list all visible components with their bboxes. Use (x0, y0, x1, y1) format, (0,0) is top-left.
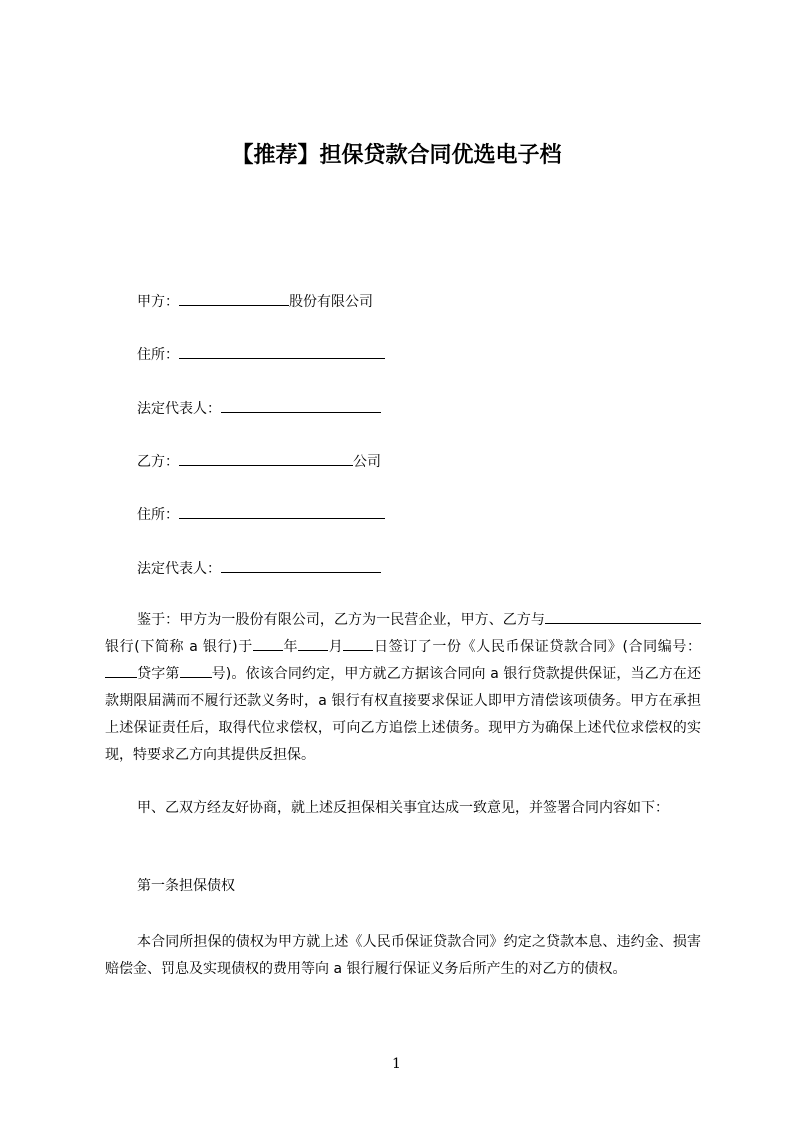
party-a-representative-field (137, 397, 381, 420)
month-label: 月 (328, 639, 344, 655)
day-blank (343, 635, 373, 651)
party-a-address-blank (179, 343, 385, 359)
party-b-rep-label: 法定代表人： (137, 561, 221, 577)
party-a-address-field (137, 343, 385, 366)
page-number: 1 (392, 1056, 401, 1072)
party-a-address-label: 住所： (137, 347, 179, 363)
party-b-suffix: 公司 (353, 454, 381, 470)
article-1-body: 本合同所担保的债权为甲方就上述《人民币保证贷款合同》约定之贷款本息、违约金、损害赔偿金、罚息及实现债权的费用等向 a 银行履行保证义务后所产生的对乙方的债权。 (105, 934, 701, 977)
bank-name-blank-1 (545, 608, 637, 624)
party-b-address-field (137, 503, 385, 526)
recital-paragraph (105, 607, 701, 769)
party-b-label: 乙方： (137, 454, 179, 470)
party-b-rep-blank (221, 557, 381, 573)
year-label: 年 (282, 639, 299, 655)
party-a-name-field (137, 290, 373, 313)
party-a-label: 甲方： (137, 294, 179, 310)
loan-number-blank (180, 662, 212, 678)
party-a-suffix: 股份有限公司 (289, 294, 373, 310)
party-b-address-blank (179, 503, 385, 519)
party-a-name-blank (179, 290, 289, 306)
party-b-representative-field (137, 557, 381, 580)
month-blank (298, 635, 328, 651)
recital-part3: 号)。依该合同约定，甲方就乙方据该合同向 a 银行贷款提供保证，当乙方在还款期限届满而不履行还款义务时，a 银行有权直接要求保证人即甲方清偿该项债务。甲方在承担上述保证责任后，取得代位求偿权，可向乙方追偿上述债务。现甲方为确保上述代位求偿权的实现，特要求乙方向其提供反担保。 (105, 666, 701, 763)
agreement-paragraph: 甲、乙双方经友好协商，就上述反担保相关事宜达成一致意见，并签署合同内容如下： (137, 800, 669, 816)
party-b-name-blank (179, 450, 353, 466)
loan-number-label: 贷字第 (137, 666, 180, 682)
article-1-heading: 第一条担保债权 (137, 878, 235, 894)
party-b-address-label: 住所： (137, 507, 179, 523)
recital-day: 日签订了一份《人民币保证贷款合同》(合同编号： (373, 639, 702, 655)
party-a-rep-blank (221, 397, 381, 413)
party-a-rep-label: 法定代表人： (137, 401, 221, 417)
recital-part2: 银行(下简称 a 银行)于 (105, 639, 253, 655)
party-b-name-field (137, 450, 381, 473)
bank-name-blank-2 (637, 608, 701, 624)
contract-prefix-blank (105, 662, 137, 678)
recital-part1: 鉴于：甲方为一股份有限公司，乙方为一民营企业，甲方、乙方与 (137, 612, 545, 628)
document-title: 【推荐】担保贷款合同优选电子档 (231, 143, 562, 168)
year-blank (253, 635, 283, 651)
